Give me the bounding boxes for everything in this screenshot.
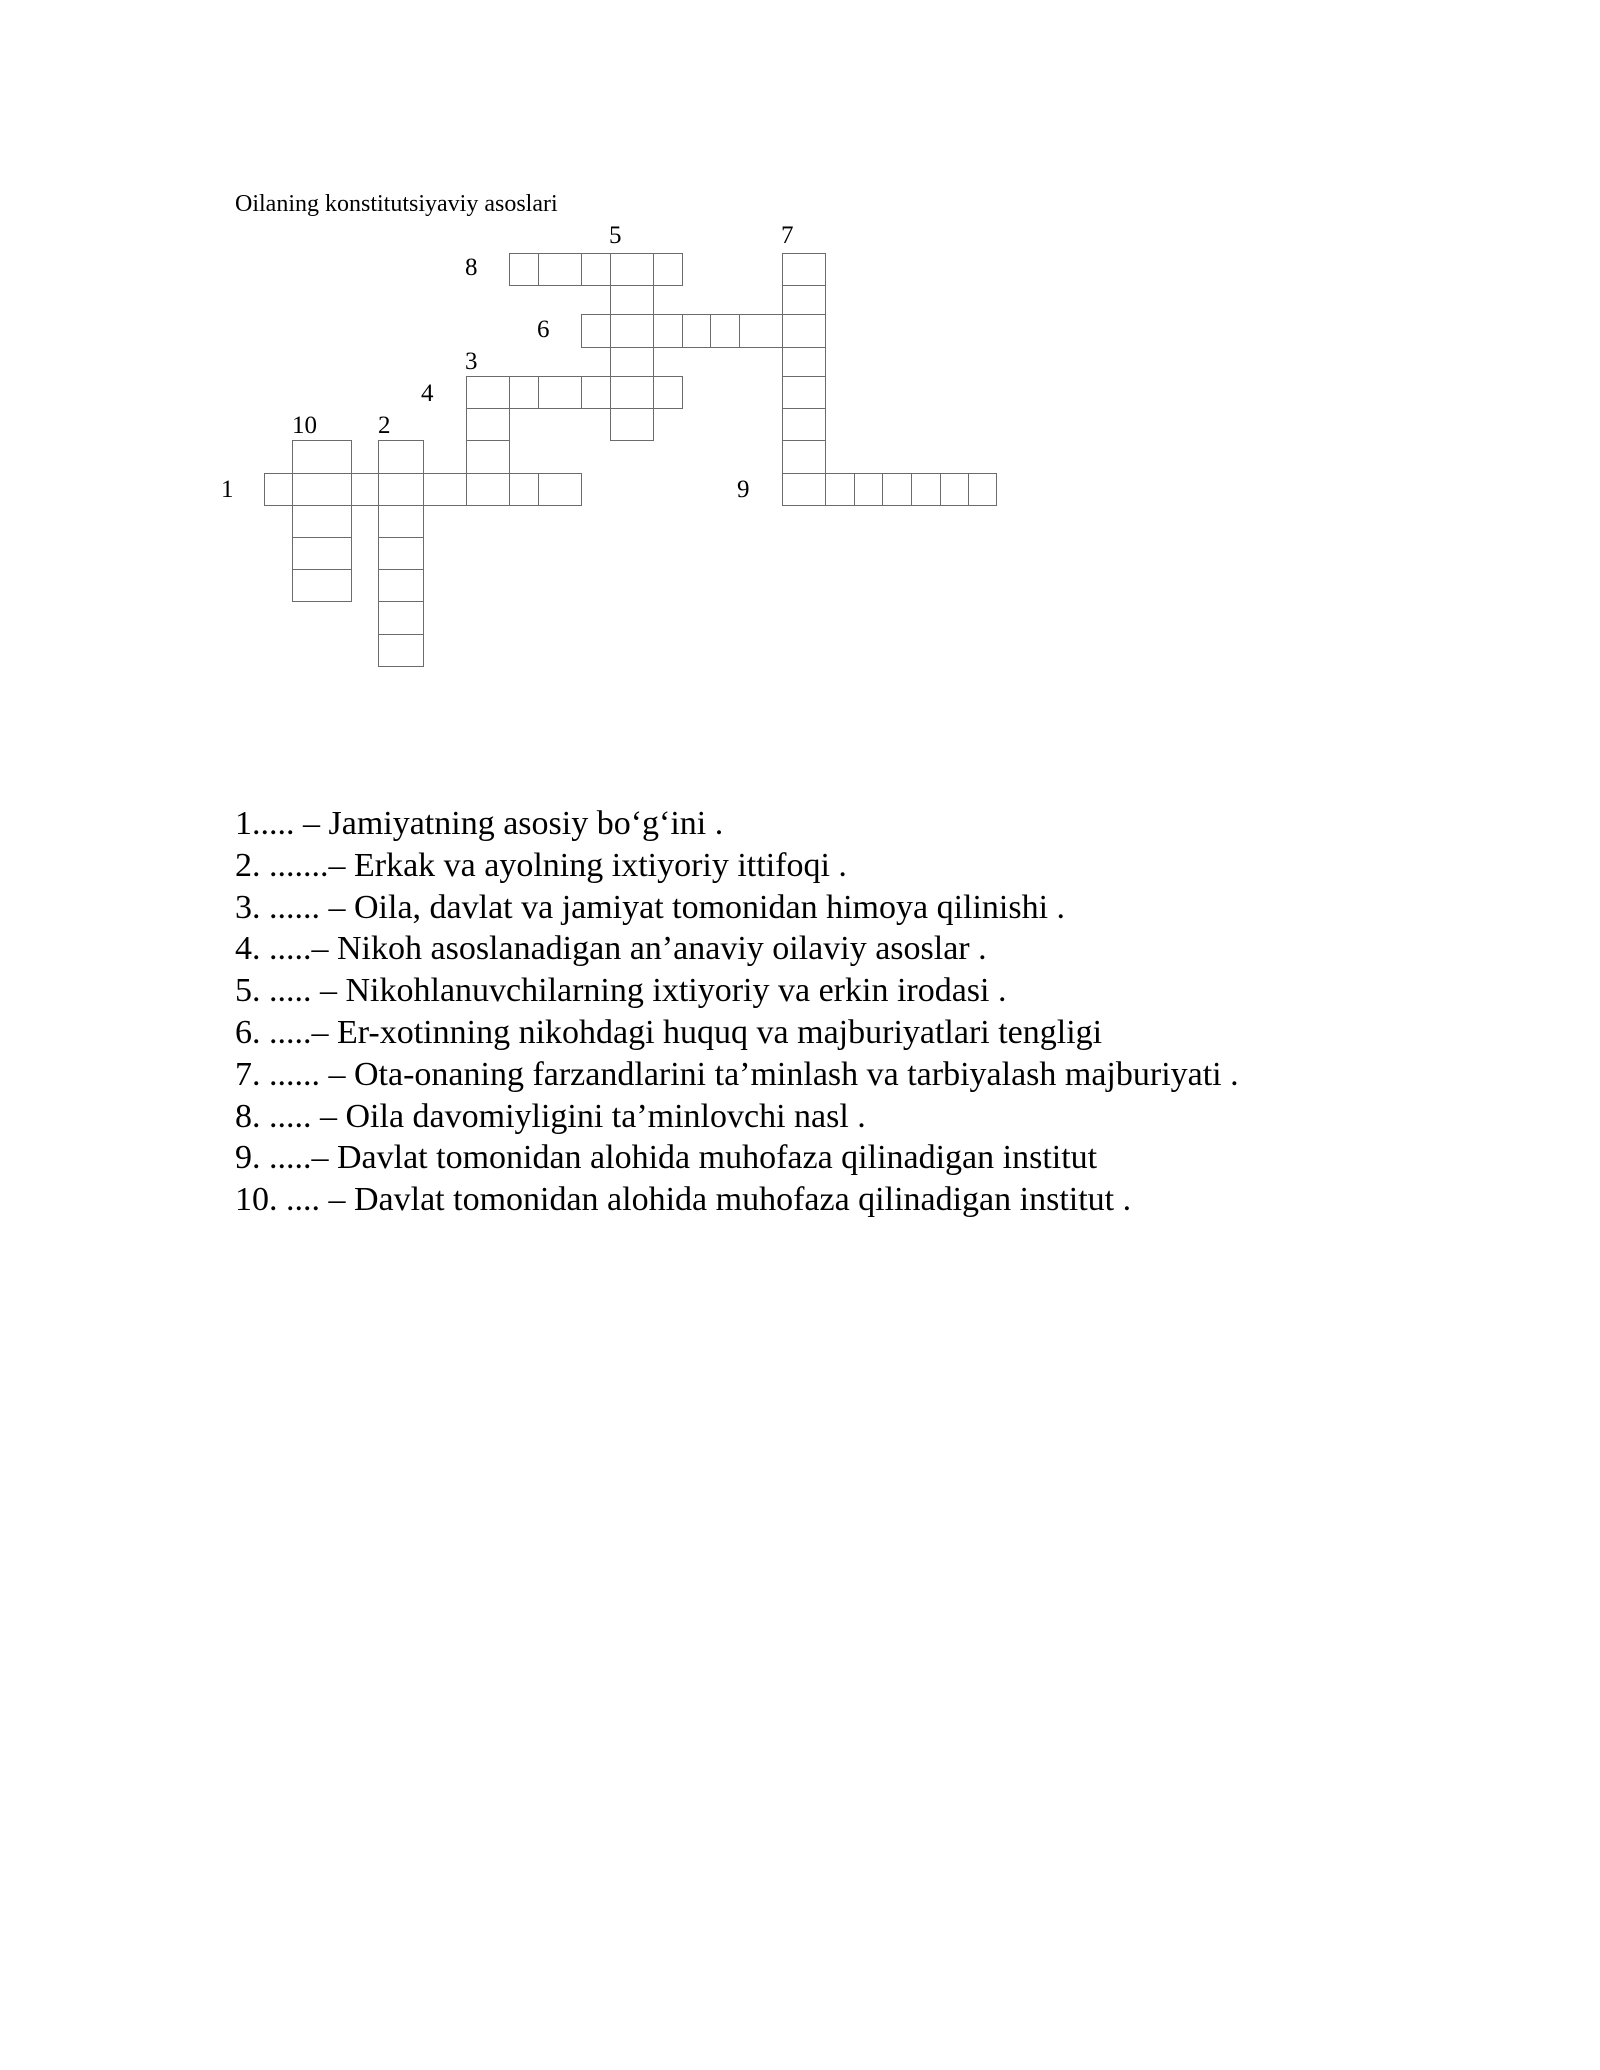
clue-number-1: 1 <box>221 476 234 503</box>
clue-4: 4. .....– Nikoh asoslanadigan an’anaviy oilaviy asoslar . <box>235 930 987 968</box>
clue-1: 1..... – Jamiyatning asosiy bo‘g‘ini . <box>235 805 724 842</box>
word-2-cell[interactable] <box>378 505 424 538</box>
clue-7: 7. ...... – Ota-onaning farzandlarini ta’minlash va tarbiyalash majburiyati . <box>235 1055 1239 1093</box>
word-6-cell[interactable] <box>653 314 683 348</box>
word-5-cell[interactable] <box>610 347 654 377</box>
word-2-cell[interactable] <box>378 634 424 667</box>
word-4-cell[interactable] <box>509 376 539 409</box>
word-1-cell[interactable] <box>538 473 582 506</box>
word-8-cell[interactable] <box>610 253 654 286</box>
clue-number-7: 7 <box>781 222 794 249</box>
word-6-cell[interactable] <box>739 314 783 348</box>
word-9-cell[interactable] <box>854 473 883 506</box>
word-7-cell[interactable] <box>782 440 826 474</box>
clue-8: 8. ..... – Oila davomiyligini ta’minlovchi nasl . <box>235 1097 866 1135</box>
word-9-cell[interactable] <box>825 473 855 506</box>
word-7-cell[interactable] <box>782 253 826 286</box>
clue-number-9: 9 <box>737 476 750 503</box>
word-1-cell[interactable] <box>423 473 467 506</box>
word-9-cell[interactable] <box>911 473 941 506</box>
clue-number-10: 10 <box>292 412 317 439</box>
word-7-cell[interactable] <box>782 408 826 441</box>
word-3-cell[interactable] <box>466 473 510 506</box>
word-9-cell[interactable] <box>968 473 997 506</box>
crossword-grid <box>0 0 1600 700</box>
word-7-cell[interactable] <box>782 473 826 506</box>
clue-9: 9. .....– Davlat tomonidan alohida muhofaza qilinadigan institut <box>235 1139 1098 1177</box>
word-5-cell[interactable] <box>610 314 654 348</box>
word-9-cell[interactable] <box>882 473 912 506</box>
clue-number-5: 5 <box>609 222 622 249</box>
word-4-cell[interactable] <box>581 376 611 409</box>
word-3-cell[interactable] <box>466 408 510 441</box>
clue-number-3: 3 <box>465 348 478 375</box>
clue-6: 6. .....– Er-xotinning nikohdagi huquq va majburiyatlari tengligi <box>235 1013 1103 1051</box>
word-8-cell[interactable] <box>581 253 611 286</box>
word-8-cell[interactable] <box>538 253 582 286</box>
clue-number-8: 8 <box>465 254 478 281</box>
clue-5: 5. ..... – Nikohlanuvchilarning ixtiyoriy va erkin irodasi . <box>235 972 1007 1010</box>
word-4-cell[interactable] <box>653 376 683 409</box>
word-9-cell[interactable] <box>940 473 969 506</box>
word-8-cell[interactable] <box>653 253 683 286</box>
word-1-cell[interactable] <box>509 473 539 506</box>
word-10-cell[interactable] <box>292 537 352 570</box>
word-10-cell[interactable] <box>292 505 352 538</box>
clue-3: 3. ...... – Oila, davlat va jamiyat tomonidan himoya qilinishi . <box>235 888 1066 926</box>
clue-number-2: 2 <box>378 412 391 439</box>
word-6-cell[interactable] <box>782 314 826 348</box>
word-5-cell[interactable] <box>610 285 654 315</box>
word-10-cell[interactable] <box>292 440 352 474</box>
word-10-cell[interactable] <box>292 569 352 602</box>
word-1-cell[interactable] <box>292 473 352 506</box>
page-title: Oilaning konstitutsiyaviy asoslari <box>235 191 558 217</box>
word-5-cell[interactable] <box>610 408 654 441</box>
clue-list <box>235 803 1239 1221</box>
word-7-cell[interactable] <box>782 376 826 409</box>
word-4-cell[interactable] <box>466 376 510 409</box>
word-6-cell[interactable] <box>682 314 711 348</box>
word-2-cell[interactable] <box>378 537 424 570</box>
word-7-cell[interactable] <box>782 285 826 315</box>
word-2-cell[interactable] <box>378 601 424 635</box>
clue-number-4: 4 <box>421 380 434 407</box>
word-3-cell[interactable] <box>466 440 510 474</box>
word-6-cell[interactable] <box>710 314 740 348</box>
clue-2: 2. .......– Erkak va ayolning ixtiyoriy ittifoqi . <box>235 846 847 884</box>
word-1-cell[interactable] <box>264 473 293 506</box>
word-6-cell[interactable] <box>581 314 611 348</box>
word-4-cell[interactable] <box>538 376 582 409</box>
clue-number-6: 6 <box>537 316 550 343</box>
word-2-cell[interactable] <box>378 440 424 474</box>
word-1-cell[interactable] <box>351 473 379 506</box>
word-7-cell[interactable] <box>782 347 826 377</box>
word-2-cell[interactable] <box>378 569 424 602</box>
clue-10: 10. .... – Davlat tomonidan alohida muhofaza qilinadigan institut . <box>235 1181 1132 1219</box>
word-1-cell[interactable] <box>378 473 424 506</box>
word-8-cell[interactable] <box>509 253 539 286</box>
word-5-cell[interactable] <box>610 376 654 409</box>
